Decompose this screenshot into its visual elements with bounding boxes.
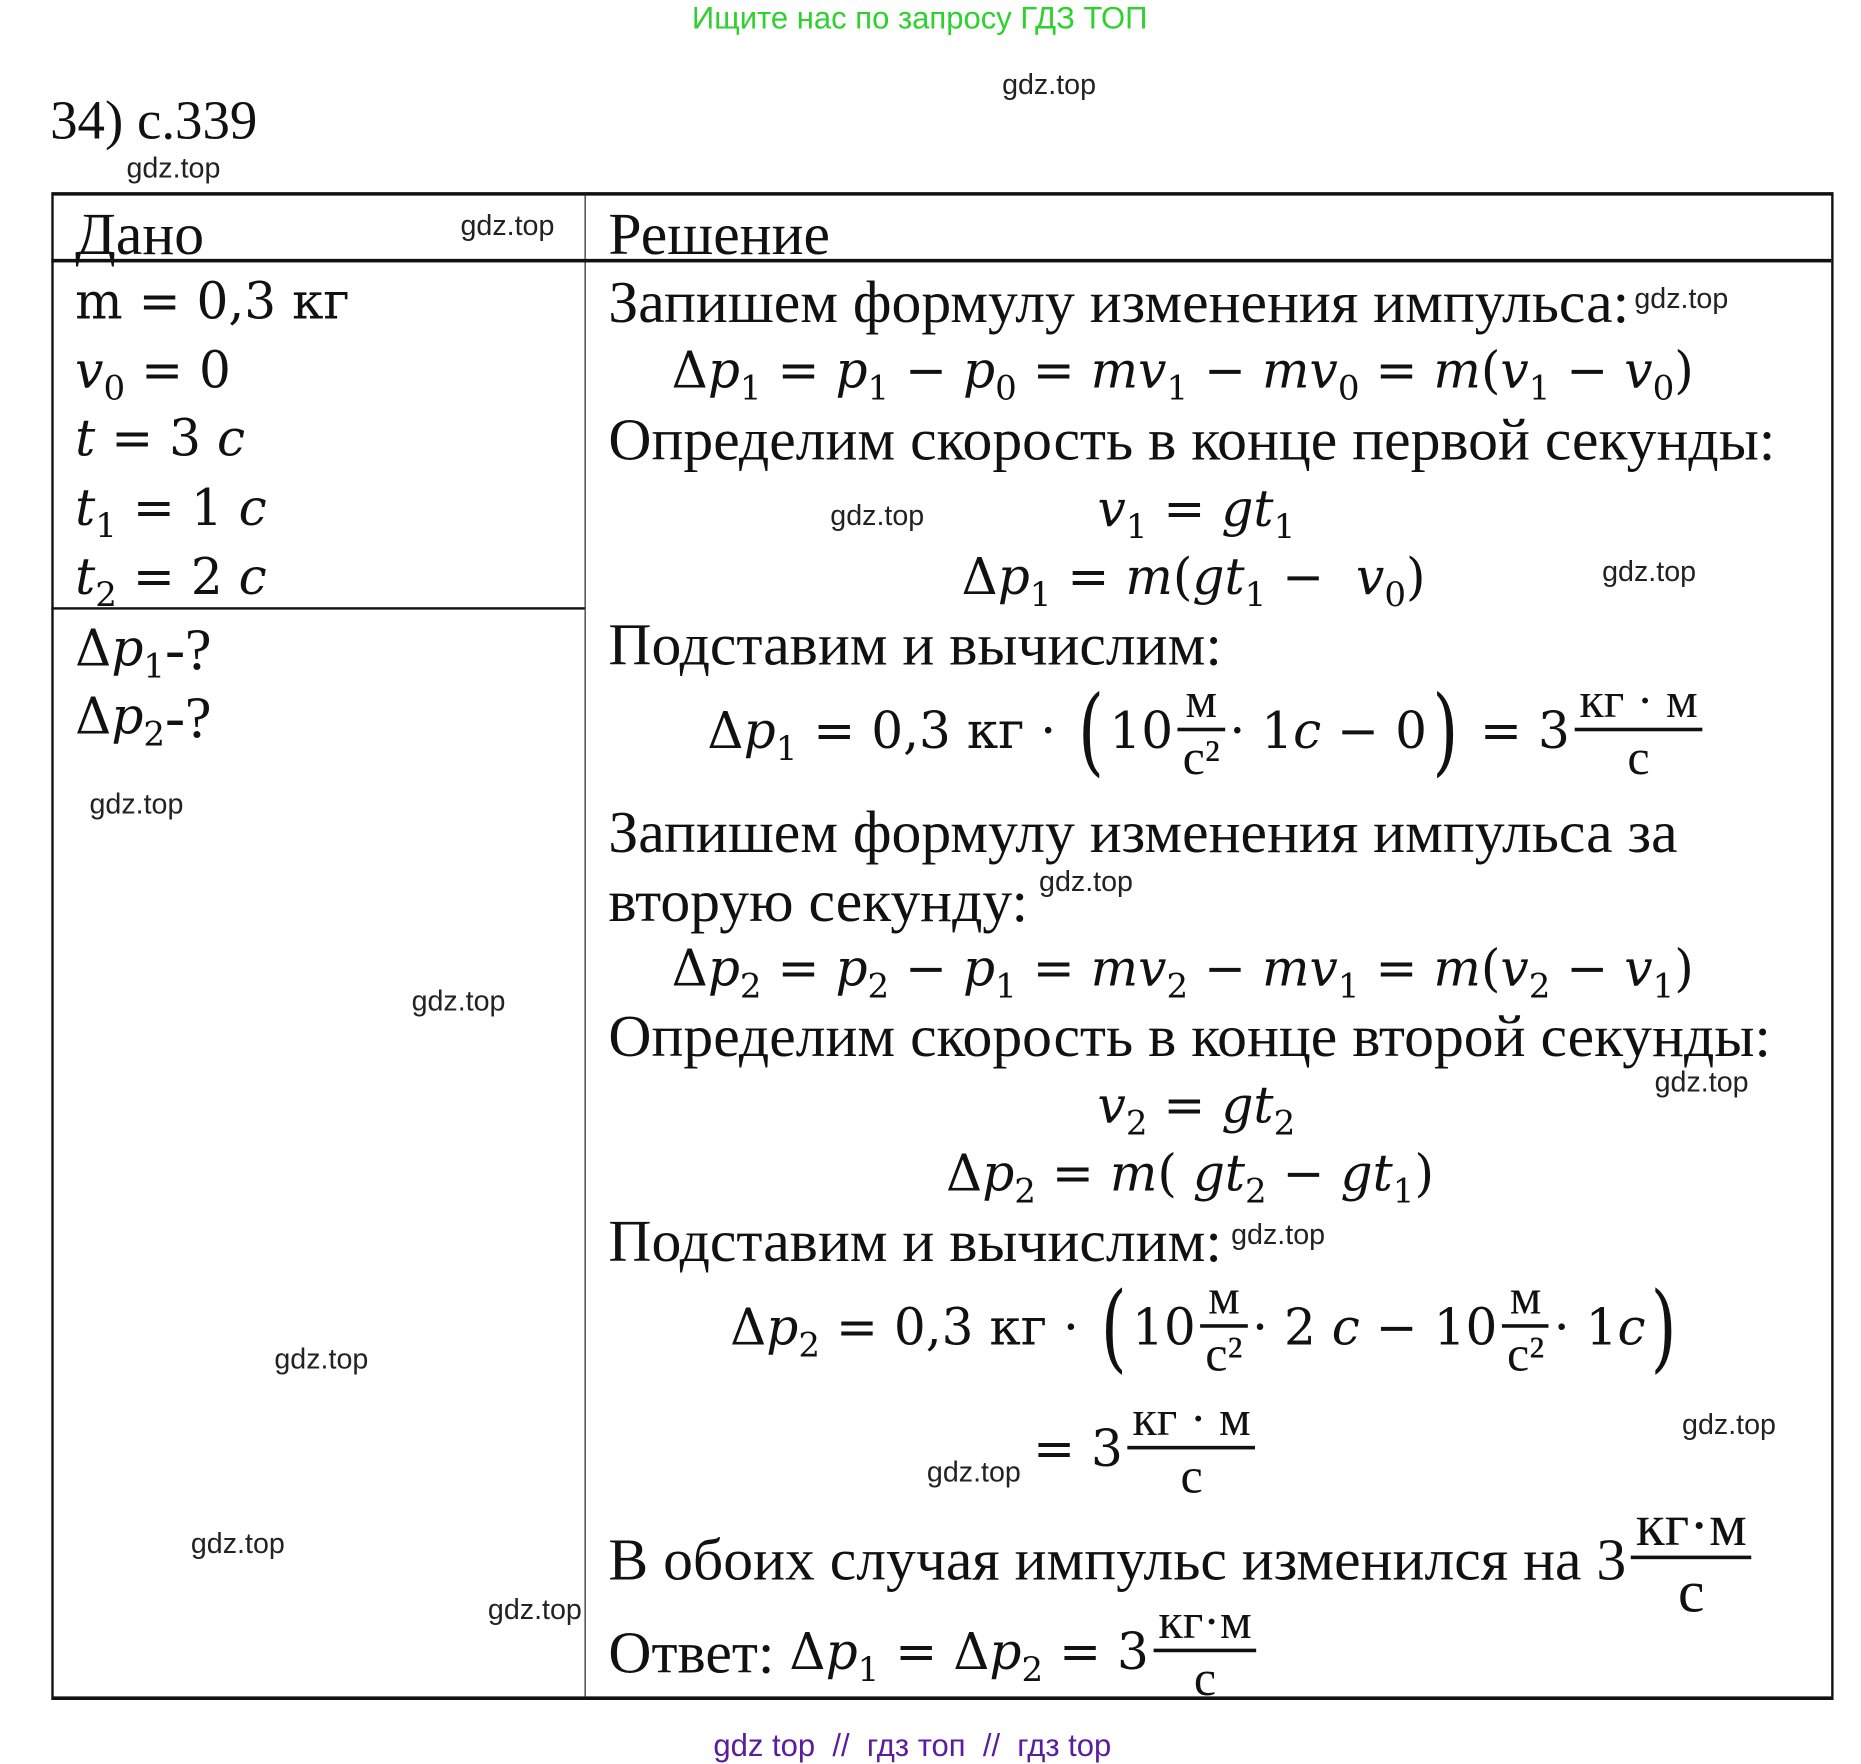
formula-content: [75, 409, 246, 468]
formula-text: 10: [1109, 701, 1174, 760]
formula-text: =: [1016, 938, 1091, 998]
watermark: gdz.top: [926, 1456, 1021, 1489]
subscript-text: 1: [995, 965, 1017, 1006]
formula-content: [75, 478, 267, 546]
formula-text: · 2: [1252, 1297, 1332, 1357]
subscript-text: 0: [1652, 367, 1675, 408]
formula-momentum-change-2: [671, 938, 1694, 1006]
watermark: gdz.top: [126, 152, 221, 185]
formula-text: Δ: [961, 547, 998, 607]
subscript-text: 2: [1273, 1102, 1296, 1143]
formula-variable: p: [111, 687, 144, 746]
formula-text: =: [1147, 479, 1222, 539]
formula-text: ): [1406, 547, 1426, 607]
formula-dp1-calc: [707, 672, 1707, 791]
formula-content: [75, 683, 212, 754]
subscript-text: 2: [1014, 1170, 1036, 1211]
subscript-text: 2: [1245, 1170, 1267, 1211]
formula-text: (: [1480, 938, 1501, 998]
formula-subscript: [739, 944, 762, 1006]
formula-variable: p: [766, 1297, 799, 1357]
formula-variable: v: [1500, 341, 1529, 400]
formula-variable: c: [1617, 1297, 1646, 1357]
subscript-text: 2: [867, 965, 890, 1006]
formula-variable: p: [707, 938, 740, 998]
formula-text: · 1: [1553, 1297, 1618, 1357]
subscript-text: 0: [103, 367, 126, 408]
formula-variable: p: [963, 938, 996, 998]
formula-text: В обоих случая импульс изменился на 3: [608, 1525, 1627, 1593]
formula-variable: t: [75, 478, 96, 537]
fraction: [1633, 1490, 1749, 1626]
formula-variable: mv: [1262, 341, 1338, 400]
formula-subscript: [867, 346, 890, 408]
formula-subscript: [1245, 1149, 1267, 1211]
subscript-text: 0: [1384, 573, 1407, 615]
watermark: gdz.top: [1231, 1219, 1326, 1252]
formula-text: Δ: [730, 1297, 767, 1357]
fraction-denominator: c²: [1201, 1325, 1248, 1384]
subscript-text: 2: [1528, 965, 1551, 1006]
formula-subscript: [1528, 944, 1551, 1006]
formula-variable: t: [75, 409, 96, 468]
formula-content: [1097, 1076, 1296, 1143]
formula-momentum-change-1: [671, 341, 1694, 408]
find-dp2: [75, 683, 212, 754]
fraction-numerator: кг · м: [1132, 1392, 1251, 1448]
formula-variable: m: [1109, 1144, 1158, 1203]
fraction-numerator: кг · м: [1579, 674, 1698, 730]
subscript-text: 1: [1125, 505, 1148, 547]
formula-variable: gt: [1340, 1144, 1393, 1203]
subscript-text: 0: [995, 367, 1017, 408]
formula-variable: v: [1356, 547, 1385, 607]
large-parenthesis: ): [1651, 1271, 1678, 1383]
formula-text: =: [1147, 1076, 1222, 1135]
formula-text: =: [1359, 341, 1434, 400]
formula-text: Δ: [671, 341, 708, 400]
formula-content: [707, 676, 1707, 787]
formula-subscript: [95, 552, 117, 615]
watermark: gdz.top: [274, 1343, 369, 1376]
given-time: [75, 409, 246, 468]
formula-text: Δ: [75, 619, 112, 678]
formula-label: Ответ:: [608, 1618, 790, 1686]
formula-text: ): [1674, 341, 1694, 400]
subscript-text: 2: [95, 573, 117, 615]
given-time-2: [75, 547, 267, 615]
formula-text: Δ: [789, 1622, 826, 1681]
fraction-numerator: кг·м: [1158, 1595, 1252, 1651]
formula-variable: p: [963, 341, 996, 400]
column-divider: [585, 192, 586, 1696]
formula-text: =: [1016, 341, 1091, 400]
answer-line: [608, 1595, 1261, 1708]
watermark: gdz.top: [1634, 282, 1729, 315]
formula-text: −: [1550, 341, 1625, 400]
formula-content: [1097, 479, 1296, 547]
fraction: [1130, 1394, 1253, 1505]
formula-content: [946, 1144, 1435, 1211]
formula-subscript: [995, 346, 1017, 408]
formula-variable: p: [982, 1144, 1015, 1203]
formula-text: = Δ: [879, 1622, 990, 1681]
formula-variable: p: [997, 547, 1030, 607]
formula-label: -?: [165, 615, 212, 683]
formula-variable: p: [743, 701, 776, 760]
formula-text: (: [1172, 547, 1193, 607]
formula-subscript: [1273, 1081, 1296, 1143]
formula-variable: m: [1433, 341, 1481, 400]
formula-content: [730, 1272, 1683, 1383]
formula-variable: m: [1433, 938, 1481, 998]
formula-variable: p: [835, 341, 868, 400]
subscript-text: 1: [1029, 573, 1052, 615]
formula-text: ): [1674, 938, 1694, 998]
formula-variable: t: [75, 547, 96, 607]
formula-variable: mv: [1262, 938, 1338, 998]
formula-text: Δ: [707, 701, 744, 760]
formula-subscript: [143, 692, 166, 754]
formula-variable: c: [1331, 1297, 1360, 1357]
formula-subscript: [1528, 346, 1551, 408]
formula-dp2: [946, 1144, 1435, 1211]
watermark: gdz.top: [190, 1528, 285, 1561]
formula-subscript: [1244, 552, 1267, 615]
watermark: gdz.top: [1602, 555, 1697, 589]
subscript-text: 2: [143, 713, 166, 754]
formula-subscript: [1014, 1149, 1036, 1211]
formula-text: ): [1414, 1144, 1435, 1203]
given-initial-velocity: [75, 341, 231, 408]
formula-text: = 1: [116, 478, 239, 537]
solution-header: Решение: [608, 200, 830, 268]
subscript-text: 1: [143, 645, 166, 686]
fraction-denominator: c²: [1178, 728, 1225, 787]
formula-text: −: [1550, 938, 1625, 998]
large-parenthesis: (: [1100, 1271, 1127, 1383]
watermark: gdz.top: [1654, 1066, 1749, 1099]
formula-text: = 3: [1464, 701, 1570, 760]
formula-text: −: [1188, 938, 1263, 998]
watermark: gdz.top: [411, 985, 506, 1018]
large-parenthesis: (: [1077, 675, 1104, 787]
subscript-text: 1: [739, 367, 762, 408]
watermark: gdz.top: [1039, 866, 1133, 899]
formula-variable: c: [1293, 701, 1322, 760]
formula-subscript: [1125, 1081, 1148, 1143]
subscript-text: 1: [1652, 965, 1675, 1006]
formula-variable: mv: [1090, 938, 1167, 998]
formula-content: [671, 341, 1694, 408]
formula-text: =: [1359, 938, 1434, 998]
formula-subscript: [1337, 346, 1360, 408]
formula-subscript: [1166, 944, 1189, 1006]
fraction-numerator: м: [1509, 1270, 1542, 1326]
formula-text: − 10: [1359, 1297, 1498, 1357]
formula-text: 10: [1131, 1297, 1196, 1357]
formula-content: [961, 547, 1426, 615]
formula-content: [75, 615, 212, 686]
formula-subscript: [1392, 1149, 1415, 1211]
find-dp1: [75, 615, 212, 686]
formula-subscript: [95, 483, 117, 546]
fraction-numerator: м: [1208, 1270, 1240, 1326]
formula-variable: mv: [1090, 341, 1167, 400]
solution-text-1: Запишем формулу изменения импульса:: [608, 268, 1630, 336]
formula-text: = 0,3 кг ·: [797, 701, 1073, 760]
formula-variable: gt: [1221, 1076, 1274, 1135]
subscript-text: 1: [1337, 965, 1360, 1006]
formula-text: Δ: [946, 1144, 983, 1203]
formula-text: =: [761, 938, 836, 998]
formula-variable: c: [216, 409, 246, 468]
search-banner: Ищите нас по запросу ГДЗ ТОП: [691, 0, 1148, 36]
formula-text: =: [1035, 1144, 1110, 1203]
formula-subscript: [995, 944, 1017, 1006]
formula-v1: [1097, 479, 1296, 547]
formula-text: = 0,3 кг ·: [820, 1297, 1095, 1357]
watermark: gdz.top: [89, 788, 184, 821]
subscript-text: 2: [1125, 1102, 1148, 1143]
formula-content: [671, 938, 1694, 1006]
formula-subscript: [103, 346, 126, 408]
formula-subscript: [798, 1303, 821, 1365]
formula-text: −: [1266, 547, 1357, 607]
solution-text-5: вторую секунду:: [608, 867, 1029, 935]
fraction: [1505, 1272, 1547, 1383]
subscript-text: 2: [739, 965, 762, 1006]
formula-subscript: [857, 1627, 880, 1690]
watermark: gdz.top: [460, 209, 555, 243]
subscript-text: 1: [1273, 505, 1296, 547]
fraction-numerator: м: [1185, 674, 1218, 730]
formula-variable: v: [1097, 1076, 1126, 1135]
watermark: gdz.top: [1682, 1408, 1776, 1442]
formula-subscript: [775, 706, 798, 769]
formula-text: m = 0,3 кг: [75, 271, 350, 331]
formula-text: =: [761, 341, 836, 400]
subscript-text: 2: [1021, 1648, 1044, 1690]
formula-text: −: [889, 938, 964, 998]
subscript-text: 1: [1528, 367, 1551, 408]
subscript-text: 1: [1166, 367, 1189, 408]
solution-text-6: Определим скорость в конце второй секунды:: [608, 1002, 1772, 1069]
formula-variable: p: [835, 938, 868, 998]
watermark: gdz.top: [1002, 69, 1097, 102]
formula-variable: v: [1097, 479, 1126, 539]
formula-dp1: [961, 547, 1426, 615]
formula-text: = 2: [116, 547, 239, 607]
formula-variable: p: [989, 1622, 1022, 1681]
formula-text: (: [1480, 341, 1501, 400]
subscript-text: 1: [775, 727, 798, 769]
fraction-denominator: с: [1128, 1446, 1256, 1505]
formula-variable: p: [111, 619, 144, 678]
formula-subscript: [1029, 552, 1052, 615]
subscript-text: 0: [1337, 367, 1360, 408]
formula-text: − 0: [1321, 701, 1427, 760]
formula-subscript: [739, 346, 762, 408]
fraction: [1577, 676, 1700, 787]
formula-subscript: [1384, 552, 1407, 615]
formula-variable: v: [1624, 341, 1653, 400]
formula-subscript: [1652, 346, 1675, 408]
formula-subscript: [1166, 346, 1189, 408]
formula-text: = 3: [1043, 1622, 1149, 1681]
given-mass: [75, 271, 350, 331]
solution-text-2: Определим скорость в конце первой секунды:: [608, 405, 1776, 473]
header-divider: [51, 259, 1831, 263]
formula-variable: c: [238, 547, 267, 607]
solution-text-3: Подставим и вычислим:: [608, 610, 1222, 678]
formula-variable: p: [707, 341, 740, 400]
formula-content: [608, 1597, 1261, 1708]
formula-variable: v: [1624, 938, 1653, 998]
watermark: gdz.top: [487, 1593, 582, 1626]
formula-subscript: [1652, 944, 1675, 1006]
formula-text: = 3: [1033, 1419, 1123, 1479]
fraction: [1203, 1272, 1245, 1383]
formula-variable: p: [825, 1622, 858, 1681]
large-parenthesis: ): [1432, 675, 1459, 787]
formula-text: Δ: [75, 687, 112, 746]
formula-text: −: [889, 341, 964, 400]
formula-content: [75, 547, 267, 615]
fraction-denominator: c²: [1502, 1325, 1549, 1384]
formula-variable: gt: [1192, 547, 1245, 607]
formula-text: · 1: [1229, 701, 1294, 760]
formula-variable: m: [1125, 547, 1173, 607]
formula-dp2-result: [1033, 1390, 1260, 1509]
formula-text: =: [1051, 547, 1126, 607]
given-find-divider: [51, 607, 584, 609]
solution-text-4: Запишем формулу изменения импульса за: [608, 798, 1678, 865]
formula-subscript: [1337, 944, 1360, 1006]
fraction-denominator: с: [1631, 1556, 1752, 1625]
formula-v2: [1097, 1076, 1296, 1143]
fraction-denominator: с: [1154, 1649, 1257, 1708]
formula-variable: gt: [1221, 479, 1274, 539]
subscript-text: 1: [1392, 1170, 1415, 1211]
formula-variable: v: [1500, 938, 1529, 998]
formula-subscript: [867, 944, 890, 1006]
formula-variable: gt: [1192, 1144, 1246, 1203]
formula-variable: v: [75, 341, 104, 400]
solution-text-7: Подставим и вычислим:: [608, 1207, 1222, 1275]
formula-variable: c: [238, 478, 267, 537]
fraction-numerator: кг·м: [1635, 1490, 1747, 1558]
subscript-text: 1: [867, 367, 890, 408]
subscript-text: 2: [798, 1324, 821, 1365]
formula-text: = 0: [125, 341, 231, 400]
formula-subscript: [1125, 484, 1148, 547]
given-time-1: [75, 478, 267, 546]
formula-text: = 3: [95, 409, 217, 468]
formula-dp2-calc: [730, 1268, 1683, 1387]
subscript-text: 1: [95, 504, 117, 546]
subscript-text: 1: [857, 1648, 880, 1690]
formula-subscript: [1273, 484, 1296, 547]
formula-subscript: [1021, 1627, 1044, 1690]
formula-text: −: [1188, 341, 1263, 400]
fraction-denominator: с: [1575, 728, 1703, 787]
watermark: gdz.top: [830, 499, 925, 533]
subscript-text: 2: [1166, 965, 1189, 1006]
formula-content: [75, 341, 231, 408]
formula-text: −: [1266, 1144, 1341, 1203]
footer-links: gdz top // гдз топ // гдз top: [713, 1727, 1112, 1764]
fraction: [1180, 676, 1222, 787]
problem-title: 34) с.339: [50, 89, 258, 151]
formula-subscript: [143, 624, 166, 686]
given-header: Дано: [75, 200, 205, 268]
formula-content: [75, 271, 350, 331]
fraction: [1156, 1597, 1254, 1708]
subscript-text: 1: [1244, 573, 1267, 615]
formula-text: (: [1157, 1144, 1193, 1203]
formula-label: -?: [165, 683, 212, 751]
formula-content: [1033, 1394, 1260, 1505]
formula-text: Δ: [671, 938, 708, 998]
